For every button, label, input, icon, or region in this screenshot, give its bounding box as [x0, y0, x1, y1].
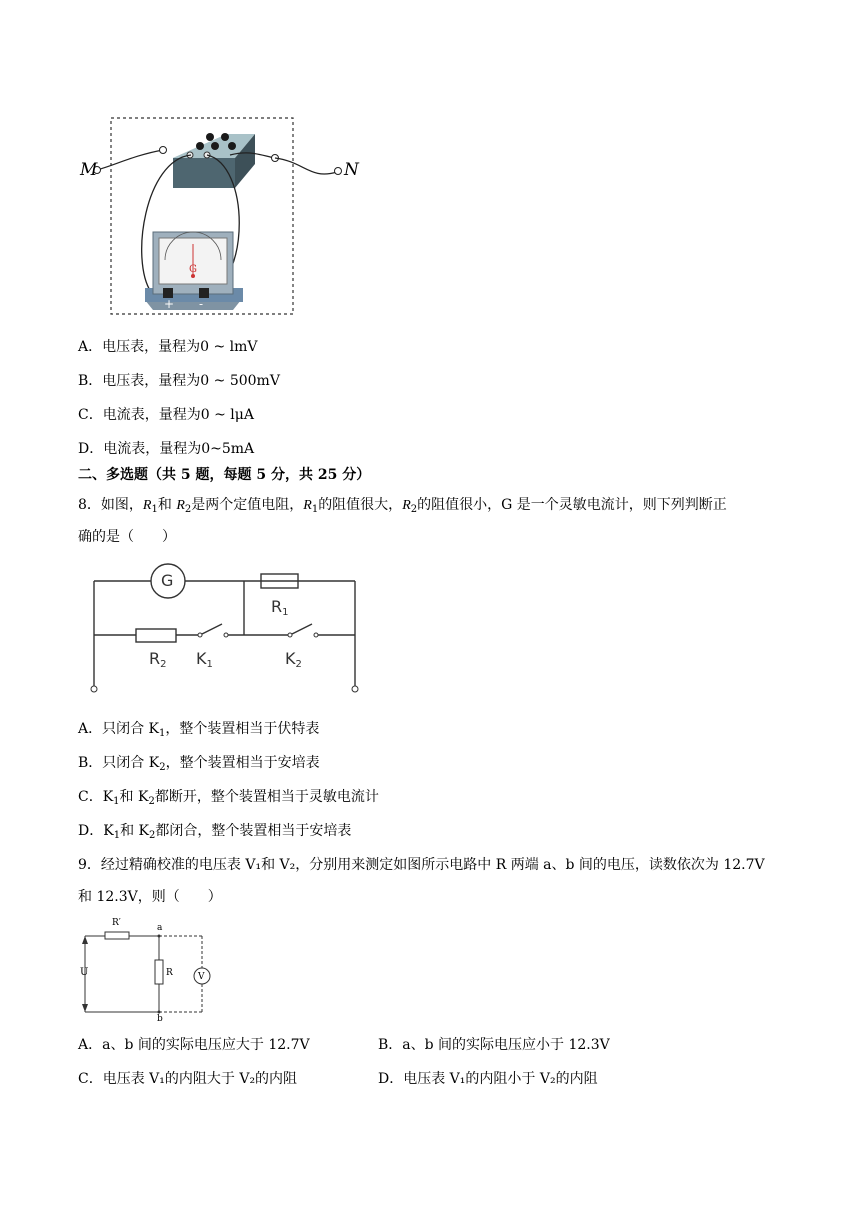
section2-heading: 二、多选题（共 5 题，每题 5 分，共 25 分）	[78, 467, 371, 483]
q8-line1: 8．如图，$R_1$和 $R_2$是两个定值电阻，$R_1$的阻值很大，$R_2$的阻值很小，G 是一个灵敏电流计，则下列判断正	[78, 497, 727, 515]
meter-letter: G	[189, 264, 197, 275]
q9-line2: 和 12.3V，则（ ）	[78, 889, 222, 905]
q9-fig-u: U	[80, 967, 89, 978]
q7-option-a: A．电压表，量程为0 ~ lmV	[78, 339, 258, 355]
q9-fig-r: R	[166, 968, 173, 978]
q9-option-c: C．电压表 V₁的内阻大于 V₂的内阻	[78, 1071, 298, 1087]
q8-line2: 确的是（ ）	[78, 529, 176, 545]
figure-galvanometer-circuit	[75, 110, 435, 330]
q7-option-d: D．电流表，量程为0~5mA	[78, 441, 255, 457]
q9-option-b: B．a、b 间的实际电压应小于 12.3V	[378, 1037, 610, 1053]
label-m: M	[80, 160, 98, 180]
q8-option-c: C．$K_1$和 $K_2$都断开，整个装置相当于灵敏电流计	[78, 789, 379, 807]
q8-fig-r2: $R_2$	[149, 649, 167, 670]
plus-sign: +	[164, 297, 175, 311]
q9-fig-a: a	[157, 923, 163, 933]
q8-fig-k2: $K_2$	[285, 649, 302, 670]
q8-fig-r1: $R_1$	[271, 597, 289, 618]
figure-q8-circuit	[80, 562, 370, 702]
q8-option-a: A．只闭合 $K_1$，整个装置相当于伏特表	[78, 721, 320, 739]
label-n: N	[344, 160, 359, 180]
q9-fig-rprime: R′	[112, 918, 121, 928]
q8-fig-k1: $K_1$	[196, 649, 213, 670]
q9-option-a: A．a、b 间的实际电压应大于 12.7V	[78, 1037, 310, 1053]
q9-fig-b: b	[157, 1014, 163, 1024]
q8-fig-g: G	[161, 571, 174, 590]
q7-option-b: B．电压表，量程为0 ~ 500mV	[78, 373, 280, 389]
q8-option-d: D．$K_1$和 $K_2$都闭合，整个装置相当于安培表	[78, 823, 352, 841]
minus-sign: -	[199, 297, 204, 311]
q9-line1: 9．经过精确校准的电压表 V₁和 V₂，分别用来测定如图所示电路中 R 两端 a、b 间的电压，读数依次为 12.7V	[78, 857, 765, 873]
q9-fig-v: V	[198, 972, 205, 982]
q9-option-d: D．电压表 V₁的内阻小于 V₂的内阻	[378, 1071, 598, 1087]
q8-option-b: B．只闭合 $K_2$，整个装置相当于安培表	[78, 755, 320, 773]
q7-option-c: C．电流表，量程为0 ~ lμA	[78, 407, 254, 423]
